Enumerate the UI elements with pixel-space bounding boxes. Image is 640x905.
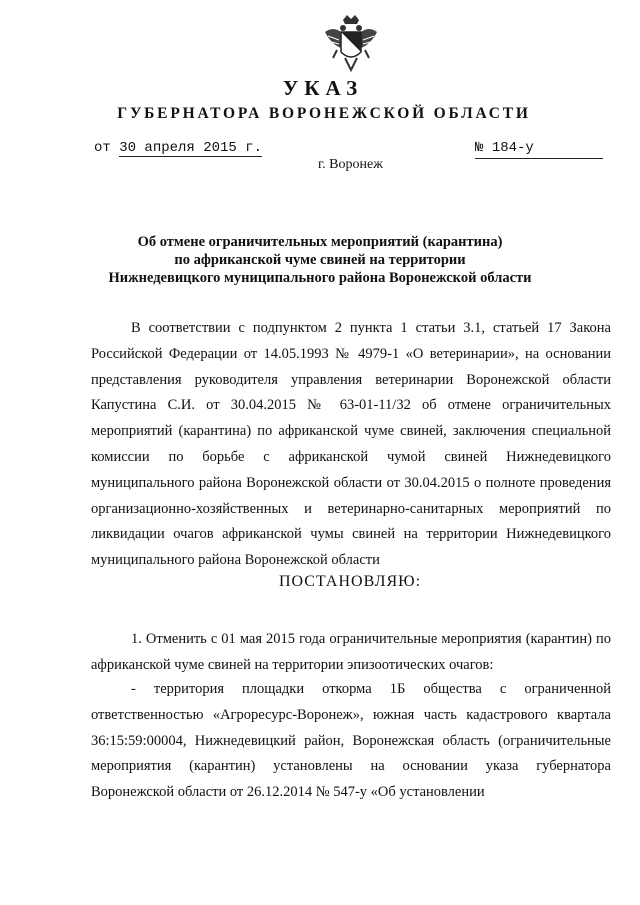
item-1-sub-text: - территория площадки откорма 1Б общества с ограниченной ответственностью «Агроресурс-Воронеж», южная часть кадастрового квартала 36:15:59:00004, Нижнедевицкий район, Воронежская область (ограничительные мероприятия (карантин) установлены на основании указа губернатора Воронежской области от 26.12.2014 № 547-у «Об установлении	[91, 681, 611, 801]
item-1-text: 1. Отменить с 01 мая 2015 года ограничительные мероприятия (карантин) по африканской чуме свиней на территории эпизоотических очагов:	[91, 631, 611, 673]
date-value: 30 апреля 2015 г.	[119, 140, 263, 156]
heading-line: по африканской чуме свиней на территории	[174, 252, 466, 268]
heading-line: Об отмене ограничительных мероприятий (карантина)	[137, 234, 503, 250]
document-date	[94, 140, 262, 156]
number-prefix: №	[475, 140, 484, 156]
item-1-paragraph	[91, 627, 611, 679]
preamble-text: В соответствии с подпунктом 2 пункта 1 статьи 3.1, статьей 17 Закона Российской Федерации от 14.05.1993 № 4979-1 «О ветеринарии», на основании представления руководителя управления ветеринарии Воронежской области Капустина С.И. от 30.04.2015 № 63-01-11/32 об отмене ограничительных мероприятий (карантина) по африканской чуме свиней, заключения специальной комиссии по борьбе с африканской чумой свиней Нижнедевицкого муниципального района Воронежской области от 30.04.2015 о полноте проведения организационно-хозяйственных и ветеринарно-санитарных мероприятий по ликвидации очагов африканской чумы свиней на территории Нижнедевицкого муниципального района Воронежской области	[91, 320, 611, 569]
document-subtitle: ГУБЕРНАТОРА ВОРОНЕЖСКОЙ ОБЛАСТИ	[117, 105, 531, 122]
number-value: 184-у	[491, 140, 534, 156]
item-1-sub-paragraph	[91, 677, 611, 806]
document-city: г. Воронеж	[318, 157, 383, 172]
document-heading	[0, 233, 640, 287]
heading-line: Нижнедевицкого муниципального района Воронежской области	[108, 270, 532, 286]
decree-word: ПОСТАНОВЛЯЮ:	[278, 573, 422, 590]
preamble-paragraph	[91, 316, 611, 574]
document-title: УКАЗ	[282, 76, 364, 100]
coat-of-arms-icon	[319, 14, 383, 78]
document-number	[475, 140, 603, 159]
date-prefix: от	[94, 140, 111, 156]
